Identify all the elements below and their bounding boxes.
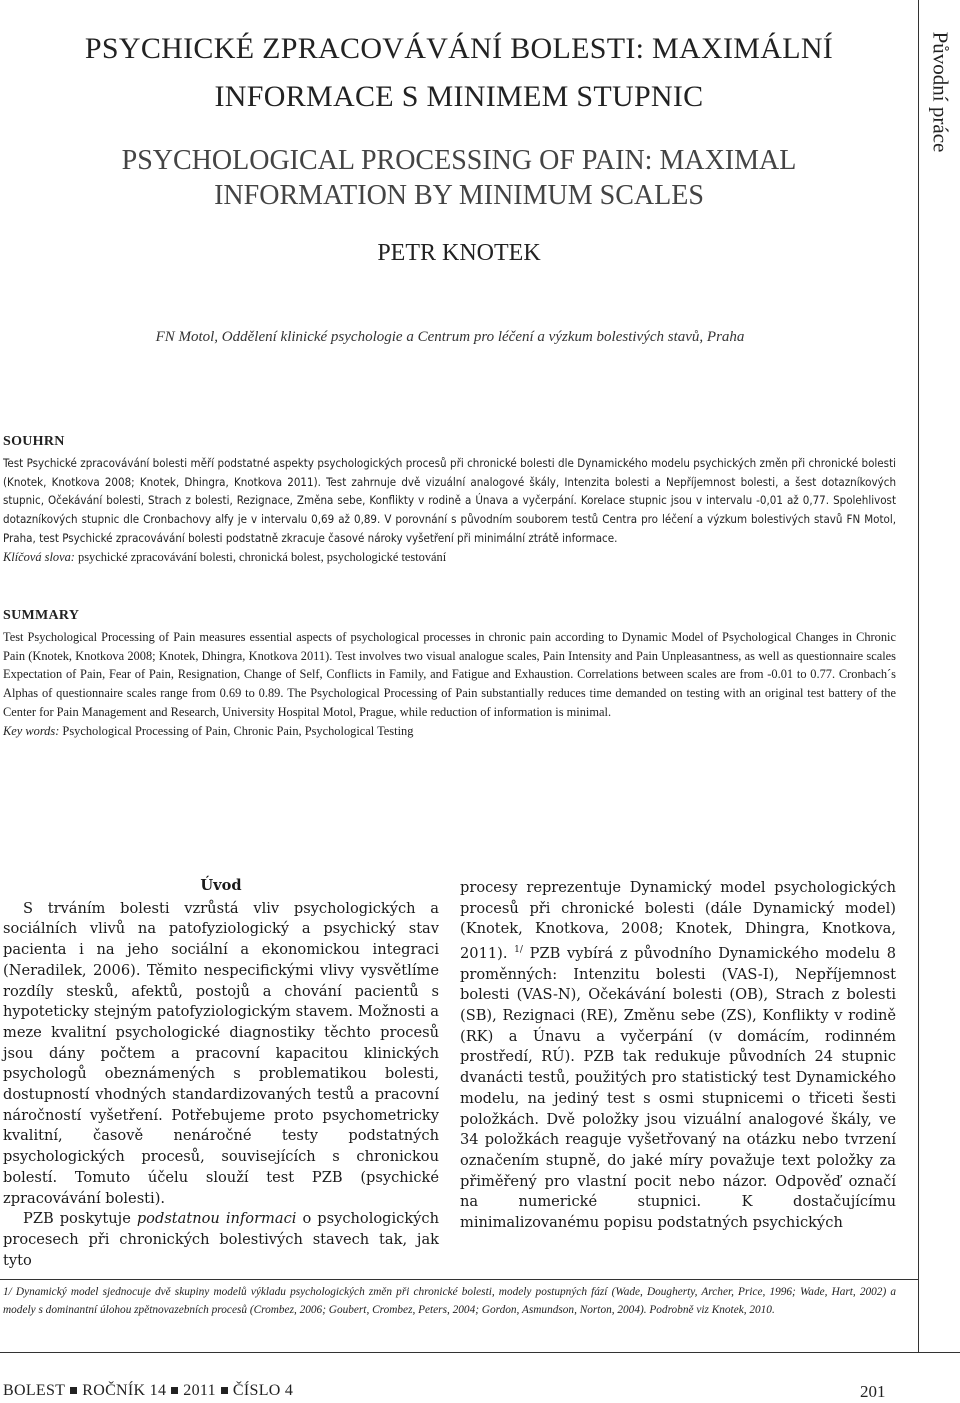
body-column-left	[3, 876, 439, 1271]
journal-volume: ROČNÍK 14	[82, 1382, 167, 1399]
abstract-cz-heading: SOUHRN	[3, 434, 65, 449]
abstract-cz-text: Test Psychické zpracovávání bolesti měří podstatné aspekty psychologických procesů při chronické bolesti dle Dynamického modelu psychických změn při chronické bolesti (Knotek, Knotkova 2008; Knotek, Dhingra, Knotkova 2011). Test zahrnuje dvě vizuální analogové škály, Intenzita bolesti a Nepříjemnost bolesti, a šest dotazníkových stupnic, Očekávání bolesti, Strach z bolesti, Rezignace, Změna sebe, Konflikty v rodině a Únava a vyčerpání. Korelace stupnic jsou v intervalu -0,01 až 0,77. Spolehlivost dotazníkových stupnic dle Cronbachovy alfy je v intervalu 0,69 až 0,89. V porovnání s původním souborem testů Centra pro léčení a výzkum bolestivých stavů FN Motol, Praha, test Psychické zpracovávání bolesti podstatně zkracuje časové nároky vyšetření při minimální ztrátě informace.	[3, 455, 896, 545]
intro-paragraph-2-emphasis: podstatnou informaci	[136, 1210, 297, 1228]
body-column-right	[460, 878, 896, 1234]
intro-continued-start: procesy reprezentuje Dynamický model psychologických procesů při chronické bolesti (dále Dynamický model) (Knotek, Knotkova, 2008; Knotek, Dhingra, Knotkova, 2011).	[460, 879, 896, 962]
abstract-en-heading: SUMMARY	[3, 608, 80, 623]
keywords-cz	[3, 548, 896, 567]
separator-square-icon	[171, 1387, 178, 1394]
section-side-tab	[918, 0, 960, 1352]
intro-paragraph-2-start: PZB poskytuje	[23, 1210, 137, 1228]
title-cz-line-1: PSYCHICKÉ ZPRACOVÁVÁNÍ BOLESTI: MAXIMÁLNÍ	[84, 32, 834, 65]
keywords-en-label: Key words:	[3, 723, 60, 738]
section-label: Původní práce	[928, 31, 953, 153]
separator-square-icon	[70, 1387, 77, 1394]
author: PETR KNOTEK	[377, 240, 541, 266]
footnote-divider	[0, 1279, 918, 1280]
title-en-line-1: PSYCHOLOGICAL PROCESSING OF PAIN: MAXIMAL	[121, 145, 797, 176]
keywords-en	[3, 722, 896, 741]
abstract-en-text: Test Psychological Processing of Pain measures essential aspects of psychological processes in chronic pain according to Dynamic Model of Psychological Changes in Chronic Pain (Knotek, Knotkova 2008; Knotek, Dhingra, Knotkova 2011). Test involves two visual analogue scales, Pain Intensity and Pain Unpleasantness, as well as questionnaire scales Expectation of Pain, Fear of Pain, Resignation, Change of Self, Conflicts in Family, and Fatigue and Exhaustion. Correlations between scales are from -0.01 to 0.77. Cronbach´s Alphas of questionnaire scales range from 0.69 to 0.89. The Psychological Processing of Pain substantially reduces time demanded on testing with an original test battery of the Center for Pain Management and Research, University Hospital Motol, Prague, while reduction of information is minimal.	[3, 629, 896, 719]
intro-paragraph-continued	[460, 878, 896, 1234]
separator-square-icon	[221, 1387, 228, 1394]
footnote: 1/ Dynamický model sjednocuje dvě skupiny modelů výkladu psychologických změn při chronické bolesti, modely postupných fází (Wade, Dougherty, Archer, Price, 1996; Wade, Hart, 2002) a modely s dominantní úlohou zpětnovazebních procesů (Crombez, 2006; Goubert, Crombez, Peters, 2004; Gordon, Asmundson, Norton, 2004). Podrobně viz Knotek, 2010.	[3, 1286, 896, 1316]
intro-paragraph-1: S trváním bolesti vzrůstá vliv psychologických a sociálních vlivů na patofyziologický a psychický stav pacienta i na jeho sociální a ekonomickou integraci (Neradilek, 2006). Těmito nespecifickými vlivy vysvětlíme rozdíly stesků, afektů, postojů a chování pacientů s hypoteticky stejným patofyziologickým stavem. Možnosti a meze kvalitní psychologické diagnostiky těchto procesů jsou dány počtem a pracovní kapacitou klinických psychologů obeznámených s problematikou bolesti, dostupností vhodných standardizovaných testů a pracovní náročností vyšetření. Potřebujeme proto psychometricky kvalitní, časově nenáročné testy podstatných psychologických procesů, souvisejících s chronickou bolestí. Tomuto účelu slouží test PZB (psychické zpracovávání bolesti).	[3, 899, 439, 1207]
intro-paragraph-2	[3, 1209, 439, 1271]
keywords-cz-text: psychické zpracovávání bolesti, chronická bolest, psychologické testování	[74, 549, 447, 564]
journal-name: BOLEST	[3, 1382, 66, 1399]
journal-issue: ČÍSLO 4	[232, 1382, 294, 1399]
intro-paragraph-2-end: o psychologických procesech při chronických bolestivých stavech tak, jak tyto	[3, 1210, 439, 1269]
intro-heading: Úvod	[200, 877, 242, 894]
page-number: 201	[860, 1382, 886, 1401]
journal-info	[3, 1382, 293, 1400]
affiliation: FN Motol, Oddělení klinické psychologie a Centrum pro léčení a výzkum bolestivých stavů, Praha	[155, 329, 745, 345]
intro-continued-end: PZB vybírá z původního Dynamického modelu 8 proměnných: Intenzitu bolesti (VAS-I), Nepříjemnost bolesti (VAS-N), Očekávání bolesti (OB), Strach z bolesti (SB), Rezignaci (RE), Změnu sebe (ZS), Konflikty v rodině (RK) a Únavu a vyčerpání (v domácím, rodinném prostředí, RÚ). PZB tak redukuje původních 24 stupnic dvanácti testů, použitých pro statistický test Dynamického modelu, na jediný test s osmi stupnicemi o třiceti šesti položkách. Dvě položky jsou vizuální analogové škály, ve 34 položkách reaguje vyšetřovaný na otázku nebo tvrzení označením stupně, do jaké míry považuje text položky za přiměřený pro vlastní pocit nebo názor. Odpověď označí na numerické stupnici. K dostačujícímu minimalizovanému popisu podstatných psychických	[460, 944, 896, 1232]
title-cz-line-2: INFORMACE S MINIMEM STUPNIC	[214, 80, 704, 113]
footer-divider	[0, 1352, 960, 1353]
title-en-line-2: INFORMATION BY MINIMUM SCALES	[214, 180, 704, 211]
journal-year: 2011	[183, 1382, 216, 1399]
footnote-ref: 1/	[514, 945, 523, 956]
keywords-cz-label: Klíčová slova:	[3, 549, 75, 564]
abstract-en	[3, 607, 896, 741]
keywords-en-text: Psychological Processing of Pain, Chronic Pain, Psychological Testing	[59, 723, 414, 738]
abstract-cz	[3, 433, 896, 567]
